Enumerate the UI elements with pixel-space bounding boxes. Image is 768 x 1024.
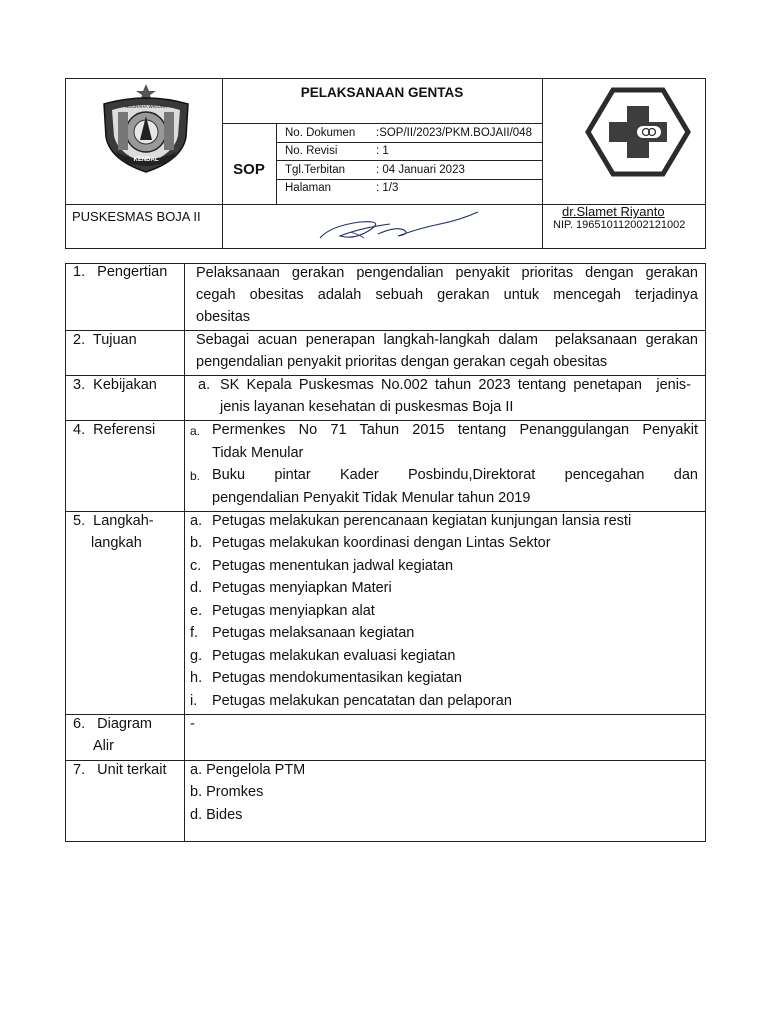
page-value: : 1/3 [376, 182, 399, 194]
langkah-marker: e. [190, 603, 203, 619]
pengertian-line-1: Pelaksanaan gerakan pengendalian penyakit prioritas dengan gerakan [196, 265, 698, 281]
section-label-langkah-1: 5. Langkah- [73, 513, 154, 529]
referensi-b-line-1: Buku pintar Kader Posbindu,Direktorat pencegahan dan [212, 467, 698, 483]
kendal-regency-logo [96, 82, 196, 174]
issue-date-label: Tgl.Terbitan [285, 164, 346, 176]
langkah-item: Petugas menentukan jadwal kegiatan [212, 558, 454, 574]
langkah-item: Petugas melakukan pencatatan dan pelaporan [212, 693, 512, 709]
langkah-item: Petugas mendokumentasikan kegiatan [212, 670, 462, 686]
unit-item: a. Pengelola PTM [190, 762, 306, 778]
langkah-marker: i. [190, 693, 198, 709]
referensi-marker-b: b. [190, 469, 201, 483]
signature [300, 206, 490, 248]
sop-label: SOP [233, 161, 265, 178]
section-label-kebijakan: 3. Kebijakan [73, 377, 157, 393]
langkah-marker: d. [190, 580, 203, 596]
langkah-marker: b. [190, 535, 203, 551]
logo-text-top: NUGRAHA WIGUNA [124, 104, 168, 109]
diagram-content: - [190, 716, 195, 732]
section-label-diagram-2: Alir [93, 738, 114, 754]
langkah-marker: f. [190, 625, 199, 641]
section-label-pengertian: 1. Pengertian [73, 264, 168, 280]
pengertian-line-3: obesitas [196, 309, 251, 325]
kebijakan-line-2: jenis layanan kesehatan di puskesmas Boja II [220, 399, 514, 415]
tujuan-line-2: pengendalian penyakit prioritas dengan gerakan cegah obesitas [196, 354, 608, 370]
page-label: Halaman [285, 182, 332, 194]
langkah-marker: a. [190, 513, 203, 529]
section-label-langkah-2: langkah [91, 535, 142, 551]
langkah-item: Petugas melakukan perencanaan kegiatan kunjungan lansia resti [212, 513, 632, 529]
kebijakan-marker: a. [198, 377, 211, 393]
langkah-item: Petugas melaksanaan kegiatan [212, 625, 415, 641]
langkah-item: Petugas melakukan koordinasi dengan Lintas Sektor [212, 535, 551, 551]
puskesmas-logo [585, 86, 691, 178]
doc-number-label: No. Dokumen [285, 127, 356, 139]
signer-nip: NIP. 196510112002121002 [553, 219, 686, 231]
puskesmas-name: PUSKESMAS BOJA II [72, 209, 201, 224]
langkah-item: Petugas menyiapkan Materi [212, 580, 392, 596]
langkah-item: Petugas melakukan evaluasi kegiatan [212, 648, 456, 664]
section-label-unit: 7. Unit terkait [73, 762, 167, 778]
langkah-marker: g. [190, 648, 203, 664]
kebijakan-line-1: SK Kepala Puskesmas No.002 tahun 2023 tentang penetapan jenis- [220, 377, 691, 393]
unit-item: d. Bides [190, 807, 243, 823]
issue-date-value: : 04 Januari 2023 [376, 164, 465, 176]
langkah-item: Petugas menyiapkan alat [212, 603, 375, 619]
signer-name: dr.Slamet Riyanto [562, 204, 665, 219]
logo-text-bottom: KENDAL [133, 157, 159, 163]
referensi-marker-a: a. [190, 424, 201, 438]
tujuan-line-1: Sebagai acuan penerapan langkah-langkah dalam pelaksanaan gerakan [196, 332, 698, 348]
pengertian-line-2: cegah obesitas adalah sebuah gerakan untuk mencegah terjadinya [196, 287, 698, 303]
langkah-marker: h. [190, 670, 203, 686]
unit-item: b. Promkes [190, 784, 264, 800]
doc-number-value: :SOP/II/2023/PKM.BOJAII/048 [376, 127, 532, 139]
section-label-referensi: 4. Referensi [73, 422, 156, 438]
page-title: PELAKSANAAN GENTAS [300, 85, 464, 100]
referensi-a-line-1: Permenkes No 71 Tahun 2015 tentang Penanggulangan Penyakit [212, 422, 698, 438]
referensi-a-line-2: Tidak Menular [212, 445, 304, 461]
langkah-marker: c. [190, 558, 202, 574]
section-label-diagram-1: 6. Diagram [73, 716, 152, 732]
revision-label: No. Revisi [285, 145, 338, 157]
section-label-tujuan: 2. Tujuan [73, 332, 137, 348]
referensi-b-line-2: pengendalian Penyakit Tidak Menular tahun 2019 [212, 490, 531, 506]
revision-value: : 1 [376, 145, 389, 157]
